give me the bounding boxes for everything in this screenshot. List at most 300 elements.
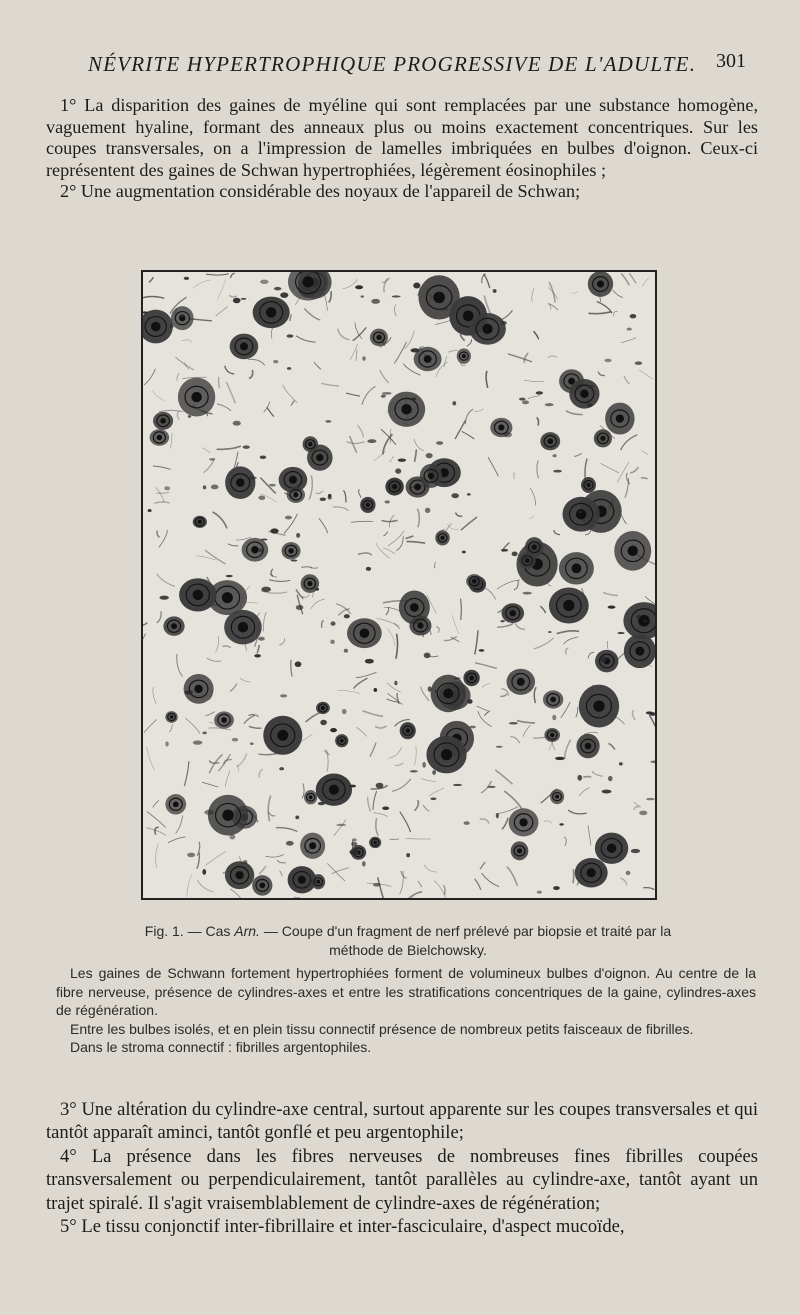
connective-fibre [177, 373, 179, 381]
schwann-nucleus [602, 790, 612, 794]
onion-bulb-fibre [303, 436, 319, 452]
connective-fibre [540, 606, 545, 613]
connective-fibre [202, 448, 210, 453]
onion-bulb-fibre [575, 858, 608, 888]
connective-fibre [576, 707, 578, 717]
connective-fibre [217, 279, 225, 299]
connective-fibre [202, 782, 218, 787]
schwann-nucleus [159, 596, 169, 600]
connective-fibre [144, 369, 156, 385]
onion-bulb-fibre [360, 497, 375, 513]
micrograph-image [143, 272, 655, 898]
onion-bulb-fibre [614, 531, 651, 571]
connective-fibre [276, 828, 298, 832]
schwann-nucleus [553, 470, 562, 473]
onion-bulb-fibre [501, 603, 524, 623]
connective-fibre [418, 881, 422, 887]
schwann-nucleus [493, 289, 497, 293]
schwann-nucleus [258, 496, 265, 500]
connective-fibre [544, 821, 552, 823]
connective-fibre [579, 787, 590, 795]
connective-fibre [381, 520, 397, 521]
schwann-nucleus [232, 738, 238, 742]
connective-fibre [334, 819, 346, 835]
connective-fibre [529, 515, 534, 519]
connective-fibre [149, 277, 153, 282]
onion-bulb-fibre [316, 702, 330, 714]
schwann-nucleus [626, 871, 631, 875]
connective-fibre [434, 562, 435, 568]
connective-fibre [346, 393, 360, 396]
connective-fibre [523, 725, 530, 736]
connective-fibre [156, 492, 169, 493]
connective-fibre [240, 678, 250, 682]
connective-fibre [153, 687, 156, 704]
caption-text: — Coupe d'un fragment de nerf prélevé par biopsie et traité par la méthode de Bielchowsky. [259, 923, 672, 958]
connective-fibre [357, 425, 363, 438]
onion-bulb-fibre [550, 789, 564, 804]
schwann-nucleus [260, 455, 267, 459]
schwann-nucleus [269, 484, 276, 487]
onion-bulb-fibre [559, 552, 594, 584]
schwann-nucleus [462, 551, 466, 554]
connective-fibre [395, 763, 403, 765]
schwann-nucleus [320, 498, 326, 501]
connective-fibre [530, 488, 536, 506]
connective-fibre [374, 451, 386, 461]
schwann-nucleus [630, 314, 637, 318]
connective-fibre [257, 645, 259, 653]
schwann-nucleus [361, 295, 364, 297]
connective-fibre [424, 865, 436, 872]
connective-fibre [373, 813, 387, 817]
connective-fibre [209, 754, 222, 773]
onion-bulb-fibre [184, 674, 214, 704]
schwann-nucleus [522, 400, 529, 404]
connective-fibre [291, 401, 294, 406]
connective-fibre [534, 687, 536, 703]
schwann-nucleus [428, 686, 432, 692]
connective-fibre [406, 542, 425, 544]
schwann-nucleus [608, 776, 612, 781]
onion-bulb-fibre [171, 306, 194, 330]
connective-fibre [554, 530, 560, 535]
connective-fibre [350, 436, 357, 453]
schwann-nucleus [355, 285, 363, 289]
connective-fibre [153, 800, 159, 807]
schwann-nucleus [619, 762, 623, 765]
connective-fibre [390, 456, 394, 462]
schwann-nucleus [587, 403, 593, 407]
onion-bulb-fibre [466, 574, 482, 588]
schwann-nucleus [296, 605, 304, 610]
connective-fibre [406, 892, 422, 898]
onion-bulb-fibre [457, 348, 471, 364]
connective-fibre [381, 429, 396, 444]
connective-fibre [528, 396, 540, 399]
schwann-nucleus [287, 367, 291, 370]
schwann-nucleus [501, 321, 507, 325]
schwann-nucleus [187, 853, 195, 858]
schwann-nucleus [273, 360, 278, 364]
connective-fibre [462, 431, 475, 439]
schwann-nucleus [503, 432, 512, 437]
schwann-nucleus [330, 640, 334, 644]
connective-fibre [480, 862, 485, 869]
schwann-nucleus [203, 485, 206, 489]
connective-fibre [388, 747, 401, 759]
connective-fibre [296, 336, 315, 342]
connective-fibre [484, 274, 490, 288]
schwann-nucleus [202, 869, 206, 875]
schwann-nucleus [318, 802, 325, 805]
connective-fibre [406, 838, 431, 839]
connective-fibre [143, 297, 164, 299]
connective-fibre [225, 366, 234, 374]
onion-bulb-fibre [540, 432, 560, 450]
connective-fibre [249, 726, 261, 728]
connective-fibre [170, 433, 172, 449]
schwann-nucleus [291, 559, 298, 561]
connective-fibre [396, 634, 398, 659]
connective-fibre [351, 521, 373, 522]
schwann-nucleus [349, 849, 358, 855]
paragraph-item-5: 5° Le tissu conjonctif inter-fibrillaire et inter-fasciculaire, d'aspect mucoïde, [60, 1216, 625, 1238]
connective-fibre [532, 288, 534, 302]
connective-fibre [228, 544, 238, 546]
schwann-nucleus [373, 883, 381, 887]
schwann-nucleus [453, 677, 460, 679]
schwann-nucleus [193, 741, 203, 745]
schwann-nucleus [411, 397, 416, 400]
schwann-nucleus [202, 732, 206, 735]
connective-fibre [168, 837, 186, 843]
schwann-nucleus [342, 709, 347, 714]
onion-bulb-fibre [426, 736, 466, 774]
connective-fibre [387, 629, 394, 646]
connective-fibre [566, 411, 583, 415]
connective-fibre [405, 536, 413, 539]
schwann-nucleus [330, 728, 337, 732]
connective-fibre [184, 761, 189, 786]
schwann-nucleus [279, 767, 284, 770]
connective-fibre [370, 743, 376, 757]
connective-fibre [205, 712, 214, 716]
connective-fibre [588, 312, 611, 314]
connective-fibre [482, 684, 490, 688]
onion-bulb-fibre [165, 794, 186, 814]
schwann-nucleus [435, 690, 438, 693]
onion-bulb-fibre [300, 833, 325, 859]
connective-fibre [159, 410, 183, 411]
schwann-nucleus [280, 694, 287, 697]
onion-bulb-fibre [579, 685, 619, 728]
connective-fibre [634, 807, 639, 810]
connective-fibre [223, 646, 231, 648]
onion-bulb-fibre [594, 429, 612, 447]
connective-fibre [394, 342, 406, 364]
connective-fibre [436, 627, 439, 633]
connective-fibre [621, 338, 636, 343]
schwann-nucleus [367, 439, 376, 443]
schwann-nucleus [496, 813, 499, 818]
schwann-nucleus [646, 711, 653, 714]
connective-fibre [356, 672, 377, 677]
connective-fibre [354, 678, 368, 688]
schwann-nucleus [394, 681, 397, 686]
schwann-nucleus [631, 849, 640, 853]
connective-fibre [192, 280, 211, 288]
onion-bulb-fibre [253, 297, 290, 329]
connective-fibre [249, 370, 253, 379]
onion-bulb-fibre [509, 808, 539, 836]
schwann-nucleus [261, 538, 268, 540]
connective-fibre [418, 509, 420, 527]
connective-fibre [497, 623, 513, 627]
connective-fibre [478, 711, 492, 726]
schwann-nucleus [169, 324, 174, 328]
connective-fibre [564, 637, 579, 644]
connective-fibre [153, 466, 171, 470]
schwann-nucleus [608, 606, 616, 609]
connective-fibre [295, 298, 300, 305]
connective-fibre [217, 404, 231, 411]
connective-fibre [534, 638, 554, 649]
schwann-nucleus [349, 785, 357, 788]
connective-fibre [572, 292, 578, 294]
connective-fibre [217, 446, 241, 449]
connective-fibre [309, 475, 312, 499]
connective-fibre [169, 724, 172, 732]
connective-fibre [564, 837, 566, 846]
connective-fibre [156, 843, 159, 867]
schwann-nucleus [315, 588, 319, 591]
connective-fibre [455, 420, 465, 439]
connective-fibre [501, 689, 508, 696]
connective-fibre [154, 502, 169, 504]
connective-fibre [414, 746, 416, 765]
connective-fibre [177, 411, 179, 420]
connective-fibre [400, 812, 411, 832]
connective-fibre [568, 810, 587, 814]
schwann-nucleus [496, 746, 503, 748]
connective-fibre [343, 490, 345, 502]
connective-fibre [643, 888, 654, 890]
schwann-nucleus [381, 395, 386, 398]
connective-fibre [304, 308, 320, 320]
connective-fibre [549, 282, 555, 302]
schwann-nucleus [432, 770, 436, 775]
schwann-nucleus [179, 314, 184, 317]
schwann-nucleus [164, 486, 170, 490]
connective-fibre [474, 409, 483, 412]
connective-fibre [362, 386, 376, 404]
connective-fibre [484, 711, 490, 716]
onion-bulb-fibre [153, 412, 173, 430]
connective-fibre [279, 638, 284, 645]
schwann-nucleus [467, 699, 472, 704]
connective-fibre [182, 340, 191, 342]
connective-fibre [624, 376, 630, 384]
connective-fibre [460, 334, 464, 340]
schwann-nucleus [233, 298, 241, 304]
connective-fibre [613, 311, 617, 316]
connective-fibre [573, 869, 574, 883]
onion-bulb-fibre [595, 833, 628, 864]
connective-fibre [157, 574, 175, 587]
schwann-nucleus [464, 821, 470, 825]
schwann-nucleus [374, 688, 378, 692]
schwann-nucleus [650, 761, 655, 764]
schwann-nucleus [451, 493, 459, 498]
onion-bulb-fibre [252, 875, 272, 895]
connective-fibre [314, 362, 321, 369]
schwann-nucleus [184, 277, 189, 280]
connective-fibre [353, 327, 366, 340]
connective-fibre [598, 372, 605, 376]
connective-fibre [197, 880, 213, 892]
connective-fibre [216, 306, 228, 316]
connective-fibre [588, 825, 591, 845]
schwann-nucleus [270, 528, 278, 533]
connective-fibre [230, 684, 237, 692]
connective-fibre [209, 760, 219, 763]
connective-fibre [219, 377, 220, 388]
onion-bulb-fibre [420, 464, 442, 488]
schwann-nucleus [296, 533, 300, 538]
connective-fibre [157, 611, 161, 623]
schwann-nucleus [577, 775, 582, 781]
connective-fibre [524, 380, 544, 382]
onion-bulb-fibre [370, 329, 388, 347]
schwann-nucleus [548, 631, 552, 633]
schwann-nucleus [274, 287, 281, 290]
schwann-nucleus [376, 783, 384, 789]
connective-fibre [548, 304, 558, 310]
connective-fibre [613, 290, 623, 298]
connective-fibre [630, 467, 638, 473]
schwann-nucleus [411, 348, 420, 352]
connective-fibre [592, 771, 603, 776]
connective-fibre [283, 385, 298, 402]
schwann-nucleus [243, 445, 250, 448]
schwann-nucleus [406, 853, 410, 857]
onion-bulb-fibre [242, 538, 269, 562]
onion-bulb-fibre [179, 578, 217, 611]
onion-bulb-fibre [463, 670, 479, 686]
connective-fibre [177, 654, 183, 677]
schwann-nucleus [553, 886, 560, 890]
schwann-nucleus [426, 453, 433, 458]
connective-fibre [383, 548, 395, 554]
connective-fibre [185, 718, 200, 733]
schwann-nucleus [643, 620, 647, 622]
schwann-nucleus [587, 385, 594, 389]
connective-fibre [467, 339, 472, 346]
onion-bulb-fibre [214, 711, 234, 728]
schwann-nucleus [509, 722, 518, 724]
connective-fibre [358, 553, 372, 555]
connective-fibre [461, 599, 462, 620]
connective-fibre [510, 737, 519, 743]
schwann-nucleus [395, 468, 401, 473]
connective-fibre [269, 580, 290, 582]
connective-fibre [147, 747, 155, 770]
connective-fibre [482, 873, 499, 887]
onion-bulb-fibre [143, 310, 173, 344]
schwann-nucleus [243, 860, 247, 864]
onion-bulb-fibre [163, 616, 184, 635]
connective-fibre [229, 295, 237, 297]
connective-fibre [321, 383, 339, 386]
schwann-nucleus [617, 632, 624, 634]
connective-fibre [337, 690, 359, 693]
schwann-nucleus [627, 328, 632, 331]
connective-fibre [480, 819, 489, 824]
schwann-nucleus [362, 861, 366, 866]
onion-bulb-fibre [335, 734, 348, 747]
connective-fibre [383, 532, 387, 536]
schwann-nucleus [258, 548, 262, 552]
schwann-nucleus [559, 823, 563, 825]
schwann-nucleus [248, 476, 257, 479]
connective-fibre [259, 769, 263, 778]
connective-fibre [500, 694, 507, 697]
onion-bulb-fibre [385, 478, 403, 496]
connective-fibre [415, 800, 419, 811]
onion-bulb-fibre [511, 841, 529, 860]
connective-fibre [363, 711, 383, 717]
connective-fibre [465, 409, 473, 424]
connective-fibre [502, 818, 508, 829]
onion-bulb-fibre [193, 516, 207, 528]
micrograph-figure [141, 270, 657, 900]
caption-case: Arn. [234, 923, 260, 939]
onion-bulb-fibre [544, 728, 560, 742]
connective-fibre [475, 879, 481, 890]
connective-fibre [322, 621, 324, 628]
figure-caption [138, 922, 678, 960]
connective-fibre [319, 518, 328, 533]
schwann-nucleus [536, 391, 543, 394]
figure-legend [56, 964, 756, 1057]
onion-bulb-fibre [150, 429, 170, 446]
page-number: 301 [716, 50, 746, 72]
schwann-nucleus [467, 493, 471, 495]
connective-fibre [566, 648, 569, 654]
onion-bulb-fibre [605, 403, 634, 435]
connective-fibre [475, 630, 478, 654]
schwann-nucleus [500, 620, 504, 622]
connective-fibre [206, 274, 229, 275]
schwann-nucleus [233, 421, 241, 426]
connective-fibre [444, 356, 447, 367]
schwann-nucleus [439, 308, 448, 310]
schwann-nucleus [519, 398, 526, 401]
schwann-nucleus [578, 511, 581, 513]
connective-fibre [157, 531, 160, 538]
connective-fibre [548, 356, 557, 358]
connective-fibre [609, 744, 615, 750]
connective-fibre [396, 536, 403, 550]
schwann-nucleus [286, 841, 294, 846]
connective-fibre [415, 449, 417, 461]
schwann-nucleus [241, 298, 246, 300]
schwann-nucleus [382, 392, 392, 395]
connective-fibre [448, 350, 457, 352]
onion-bulb-fibre [595, 650, 618, 673]
connective-fibre [388, 531, 404, 546]
